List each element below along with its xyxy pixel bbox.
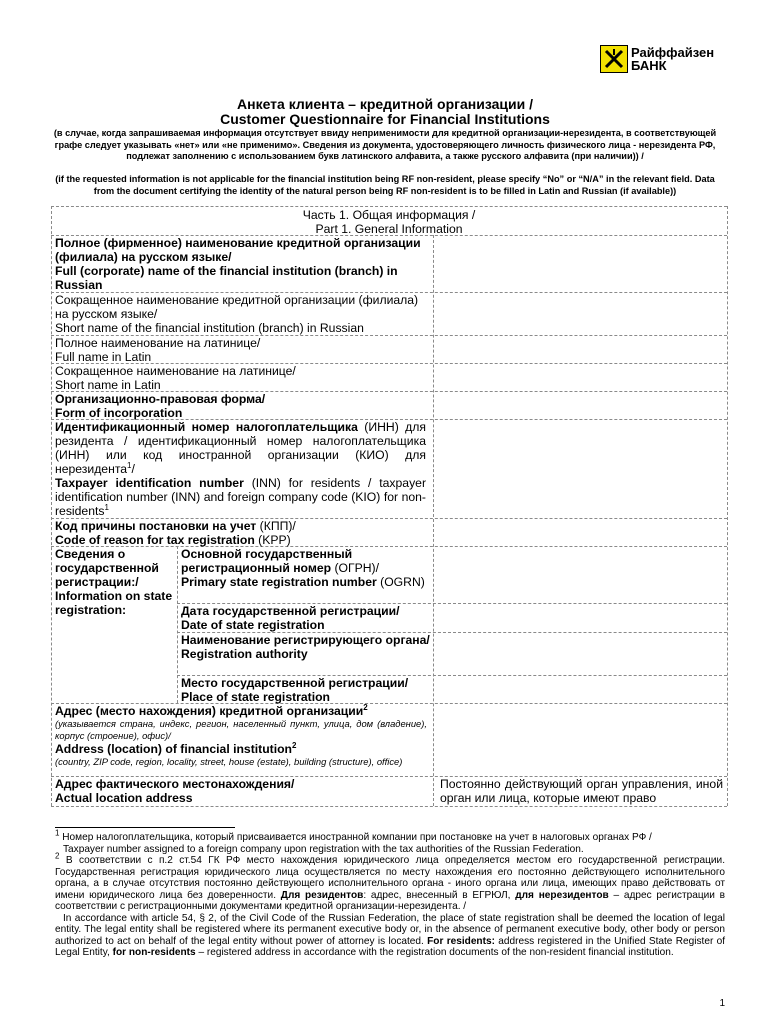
legal-form-ru: Организационно-правовая форма/ (55, 392, 266, 406)
reg-authority-en: Registration authority (181, 647, 308, 661)
reg-date-ru: Дата государственной регистрации/ (181, 604, 400, 618)
row-short-name-label (55, 293, 430, 335)
footnote-2-ru-res-label: Для резидентов (280, 889, 364, 901)
inn-ru (55, 420, 426, 476)
kpp-ru-bold: Код причины постановки на учет (55, 519, 257, 533)
page-number: 1 (719, 998, 725, 1009)
kpp-ru-rest: (КПП)/ (259, 519, 296, 533)
row-reg-date-label (181, 604, 431, 632)
legal-form-en: Form of incorporation (55, 406, 183, 420)
state-registration-label (55, 547, 173, 617)
inn-ru-tail: / (131, 462, 135, 476)
bank-logo (600, 45, 725, 85)
footnote-2-en-res-text: address registered in the Unified State Register of Legal Entity, (55, 935, 726, 958)
footnote-1-ru: Номер налогоплательщика, который присваивается иностранной компании при постановке на учет в налоговых органах РФ / (62, 832, 652, 843)
state-reg-ru: Сведения о государственной регистрации:/ (55, 547, 159, 589)
footnotes (55, 828, 726, 959)
footnote-2-en-nonres-text: – registered address in accordance with the registration documents of the non-resident financial institution. (198, 947, 674, 958)
footnote-2-en-nonres-label: for non-residents (112, 947, 196, 958)
footnote-ref-1: 1 (104, 502, 109, 512)
grid-line (51, 206, 52, 806)
row-short-latin-label (55, 364, 430, 392)
full-latin-ru: Полное наименование на латинице/ (55, 336, 261, 350)
row-kpp-label (55, 519, 430, 547)
reg-place-ru: Место государственной регистрации/ (181, 676, 409, 690)
address-hint-ru: (указывается страна, индекс, регион, населенный пункт, улица, дом (владение), корпус (строение), офис)/ (55, 718, 427, 741)
intro-ru: (в случае, когда запрашиваемая информация отсутствует ввиду неприменимости для кредитной организации-нерезидента, в соответствующей графе следует указывать «нет» или «не применимо». Сведения из документа, удостоверяющего личность физического лица - нерезидента РФ, подлежат заполнению с использованием букв латинского алфавита, а также русского алфавита (при наличии)) / (53, 128, 717, 162)
footnote-2-mark: 2 (55, 851, 60, 861)
intro-en: (if the requested information is not applicable for the financial institution being RF non-resident, please specify “No” or “N/A” in the relevant field. Data from the document certifying the identity of the natural person being RF non-resident is to be filled in Latin and Russian (if available)) (55, 174, 715, 196)
footnote-2-ru: В соответствии с п.2 ст.54 ГК РФ место нахождения юридического лица определяется местом его государственной регистрации. Государственная регистрация юридического лица осуществляется по месту нахождения его постоянно действующего исполнительного органа, а в случае отсутствия постоянно действующего исполнительного органа - иного органа или лица, имеющих право действовать от имени юридического лица без доверенности. (55, 855, 725, 901)
footnote-1-mark: 1 (55, 828, 60, 838)
row-full-name-label (55, 236, 430, 292)
management-body-text: Постоянно действующий орган управления, иной орган или лица, которые имеют право (440, 777, 723, 805)
reg-authority-ru: Наименование регистрирующего органа/ (181, 633, 430, 647)
grid-line (51, 806, 727, 807)
ogrn-en-rest: (OGRN) (380, 575, 425, 589)
footnote-2-ru-nonres-text: – адрес регистрации в соответствии с регистрационными документами кредитной организации-нерезидента. / (55, 889, 726, 912)
grid-line (177, 546, 178, 703)
short-latin-ru: Сокращенное наименование на латинице/ (55, 364, 296, 378)
row-actual-address-label (55, 777, 430, 805)
row-reg-place-label (181, 676, 431, 704)
kpp-en-rest: (KPP) (258, 533, 291, 547)
footnote-ref-1: 1 (127, 460, 132, 470)
inn-en-bold: Taxpayer identification number (55, 476, 244, 490)
full-name-ru: Полное (фирменное) наименование кредитной организации (филиала) на русском языке/ (55, 236, 421, 264)
inn-en (55, 476, 426, 518)
footnote-2-en: In accordance with article 54, § 2, of the Civil Code of the Russian Federation, the place of state registration shall be deemed the location of legal entity. The legal entity shall be registered where its permanent executive body or, in the absence of permanent executive body, other body or person authorized to act on behalf of the legal entity without power of attorney is located. (55, 912, 725, 947)
footnote-1-en: Taxpayer number assigned to a foreign company upon registration with the tax authorities of the Russian Federation. (63, 843, 584, 855)
part1-title-ru: Часть 1. Общая информация / (302, 208, 476, 222)
ogrn-ru-bold: Основной государственный регистрационный номер (181, 547, 353, 575)
logo-line-2: БАНК (631, 58, 667, 73)
page-title-en: Customer Questionnaire for Financial Institutions (220, 111, 550, 127)
full-name-en: Full (corporate) name of the financial institution (branch) in Russian (55, 264, 398, 292)
footnote-ref-2: 2 (291, 740, 297, 750)
row-address-label (55, 704, 427, 768)
short-name-en: Short name of the financial institution (branch) in Russian (55, 321, 364, 335)
logo-mark-icon (600, 45, 628, 73)
inn-en-rest: (INN) for residents / taxpayer identification number (INN) and foreign company code (KIO) for non-residents (55, 476, 426, 518)
part1-title-en: Part 1. General Information (315, 222, 463, 236)
kpp-en-bold: Code of reason for tax registration (55, 533, 255, 547)
page-title-ru: Анкета клиента – кредитной организации / (237, 96, 533, 112)
footnote-2-ru-nonres-label: для нерезидентов (515, 889, 609, 901)
footnote-2-en-res-label: For residents: (427, 935, 495, 947)
state-reg-en: Information on state registration: (55, 589, 173, 617)
actual-address-en: Actual location address (55, 791, 193, 805)
inn-ru-bold: Идентификационный номер налогоплательщика (55, 420, 358, 434)
ogrn-en-bold: Primary state registration number (181, 575, 377, 589)
address-ru: Адрес (место нахождения) кредитной организации (55, 704, 364, 718)
short-latin-en: Short name in Latin (55, 378, 161, 392)
reg-place-en: Place of state registration (181, 690, 331, 704)
short-name-ru: Сокращенное наименование кредитной организации (филиала) на русском языке/ (55, 293, 419, 321)
row-ogrn-label (181, 547, 431, 589)
ogrn-ru-rest: (ОГРН)/ (334, 561, 379, 575)
grid-line (433, 235, 434, 806)
address-hint-en: (country, ZIP code, region, locality, street, house (estate), building (structure), office) (55, 756, 403, 767)
footnote-separator (55, 827, 235, 828)
address-en: Address (location) of financial institution (55, 742, 292, 756)
part1-header (51, 208, 727, 236)
row-inn-label (55, 420, 426, 518)
row-reg-authority-label (181, 633, 431, 661)
footnote-ref-2: 2 (363, 702, 368, 712)
grid-line (51, 206, 727, 207)
footnote-2-ru-res-text: : адрес, внесенный в ЕГРЮЛ, (363, 889, 511, 901)
logo-line-1: Райффайзен (631, 45, 715, 60)
row-full-latin-label (55, 336, 430, 364)
reg-date-en: Date of state registration (181, 618, 325, 632)
row-legal-form-label (55, 392, 430, 420)
actual-address-ru: Адрес фактического местонахождения/ (55, 777, 295, 791)
inn-ru-rest: (ИНН) для резидента / идентификационный номер налогоплательщика (ИНН) или код иностранной организации (КИО) для нерезидента (55, 420, 426, 476)
full-latin-en: Full name in Latin (55, 350, 152, 364)
grid-line (727, 206, 728, 806)
